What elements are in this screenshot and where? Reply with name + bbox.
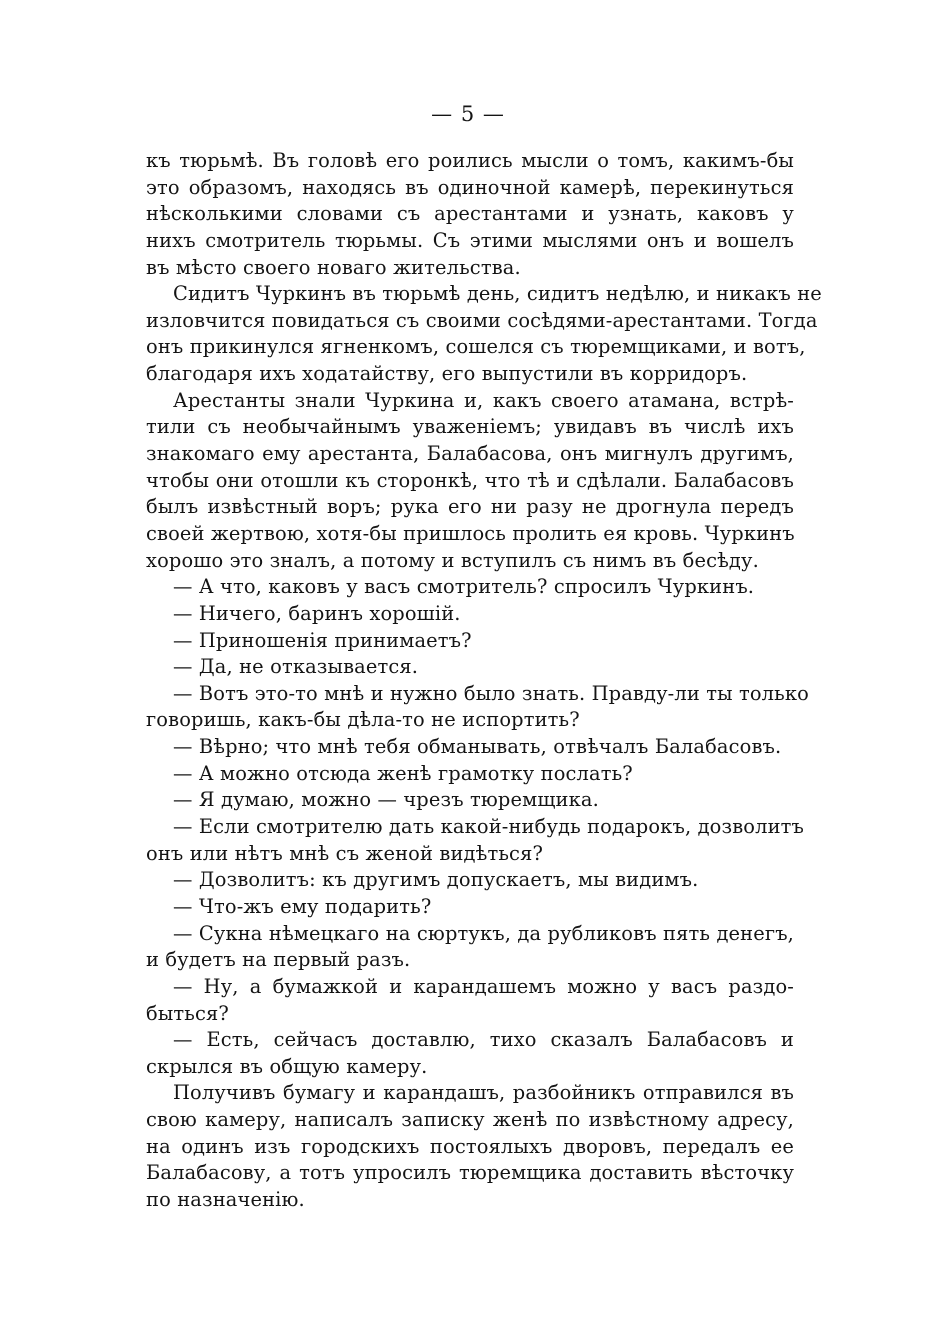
text-line: на одинъ изъ городскихъ постоялыхъ дворовъ, передалъ ее: [146, 1134, 794, 1158]
text-line: по назначенію.: [146, 1187, 305, 1211]
text-line: — Дозволитъ: къ другимъ допускаетъ, мы видимъ.: [173, 868, 699, 892]
text-line: Получивъ бумагу и карандашъ, разбойникъ отправился въ: [173, 1081, 794, 1105]
text-line: хорошо это зналъ, а потому и вступилъ съ нимъ въ бесѣду.: [146, 548, 759, 572]
text-line: изловчится повидаться съ своими сосѣдями-арестантами. Тогда: [146, 308, 818, 332]
text-line: — Есть, сейчасъ доставлю, тихо сказалъ Балабасовъ и: [173, 1028, 794, 1052]
text-line: Арестанты знали Чуркина и, какъ своего атамана, встрѣ-: [173, 388, 794, 412]
text-line: говоришь, какъ-бы дѣла-то не испортить?: [146, 708, 580, 732]
text-line: къ тюрьмѣ. Въ головѣ его роились мысли о томъ, какимъ-бы: [146, 149, 794, 172]
text-line: онъ или нѣтъ мнѣ съ женой видѣться?: [146, 841, 543, 865]
text-line: благодаря ихъ ходатайству, его выпустили въ корридоръ.: [146, 362, 748, 386]
text-line: нихъ смотритель тюрьмы. Съ этими мыслями онъ и вошелъ: [146, 228, 794, 252]
page-number: — 5 —: [431, 102, 505, 126]
text-line: скрылся въ общую камеру.: [146, 1054, 428, 1078]
text-line: знакомаго ему арестанта, Балабасова, онъ мигнулъ другимъ,: [146, 442, 794, 466]
text-line: тили съ необычайнымъ уваженіемъ; увидавъ въ числѣ ихъ: [146, 415, 794, 439]
text-line: — Что-жъ ему подарить?: [173, 894, 432, 918]
text-line: быться?: [146, 1001, 229, 1025]
text-line: — Я думаю, можно — чрезъ тюремщика.: [173, 788, 599, 812]
text-line: — Вотъ это-то мнѣ и нужно было знать. Правду-ли ты только: [173, 681, 809, 705]
text-line: въ мѣсто своего новаго жительства.: [146, 255, 521, 279]
text-line: — А что, каковъ у васъ смотритель? спросилъ Чуркинъ.: [173, 575, 755, 599]
text-line: — А можно отсюда женѣ грамотку послать?: [173, 761, 633, 785]
text-line: чтобы они отошли къ сторонкѣ, что тѣ и сдѣлали. Балабасовъ: [146, 468, 794, 492]
text-line: Сидитъ Чуркинъ въ тюрьмѣ день, сидитъ недѣлю, и никакъ не: [173, 282, 822, 306]
text-line: — Приношенія принимаетъ?: [173, 628, 472, 652]
text-line: Балабасову, а тотъ упросилъ тюремщика доставить вѣсточку: [146, 1161, 794, 1185]
body-text: [146, 148, 822, 1214]
text-line: — Сукна нѣмецкаго на сюртукъ, да рубликовъ пять денегъ,: [173, 921, 794, 945]
text-line: — Если смотрителю дать какой-нибудь подарокъ, дозволитъ: [173, 815, 805, 839]
text-line: своей жертвою, хотя-бы пришлось пролить ея кровь. Чуркинъ: [146, 521, 795, 545]
text-line: онъ прикинулся ягненкомъ, сошелся съ тюремщиками, и вотъ,: [146, 335, 806, 359]
text-line: — Вѣрно; что мнѣ тебя обманывать, отвѣчалъ Балабасовъ.: [173, 735, 782, 759]
text-line: и будетъ на первый разъ.: [146, 948, 411, 972]
text-line: — Да, не отказывается.: [173, 655, 419, 679]
text-line: это образомъ, находясь въ одиночной камерѣ, перекинуться: [146, 175, 794, 199]
text-line: нѣсколькими словами съ арестантами и узнать, каковъ у: [146, 202, 794, 226]
text-line: былъ извѣстный воръ; рука его ни разу не дрогнула передъ: [146, 495, 794, 519]
text-line: свою камеру, написалъ записку женѣ по извѣстному адресу,: [146, 1108, 794, 1132]
text-line: — Ну, а бумажкой и карандашемъ можно у васъ раздо-: [173, 974, 794, 998]
text-line: — Ничего, баринъ хорошій.: [173, 601, 461, 625]
